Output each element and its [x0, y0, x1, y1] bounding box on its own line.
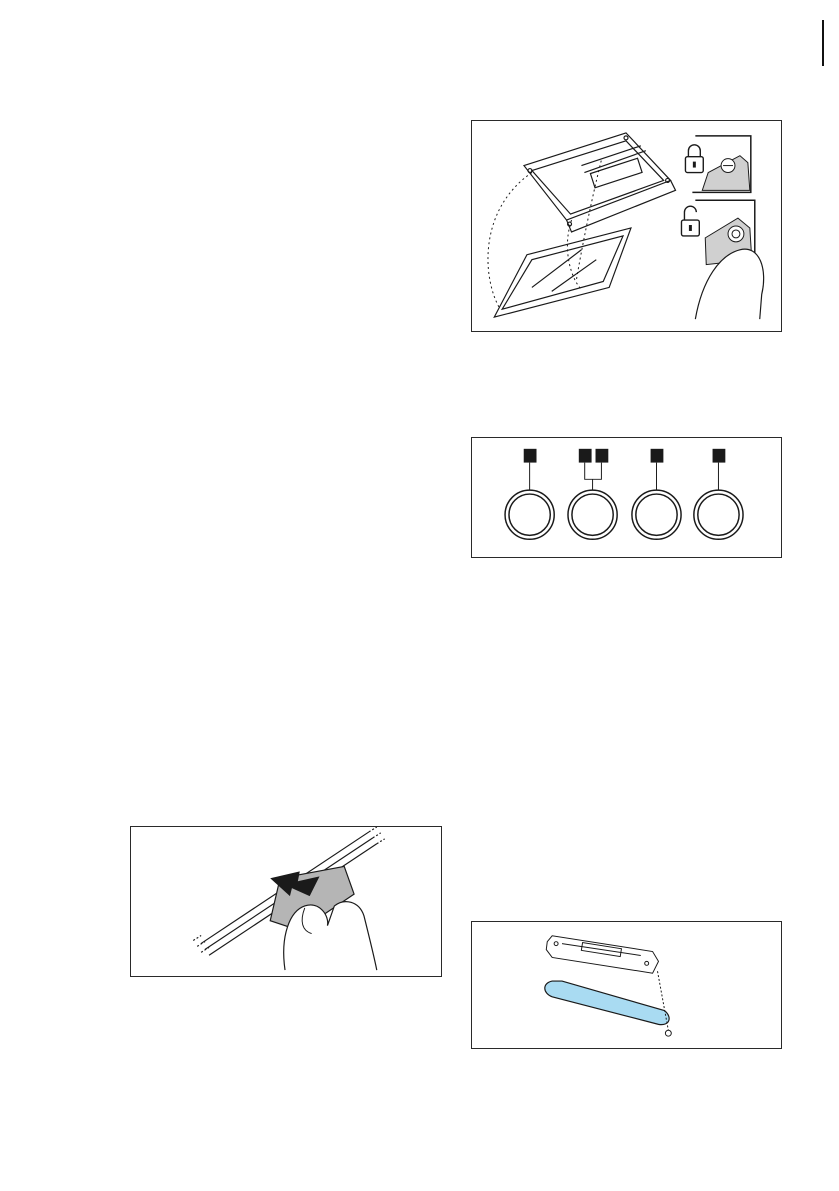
lock-closed-icon: [685, 145, 703, 173]
control-knob-1: [505, 449, 554, 539]
control-knob-3: [632, 449, 681, 539]
filter-cleaning-figure: [130, 826, 442, 977]
callout-marker: [579, 449, 592, 463]
lamp-cover-illustration: [472, 922, 781, 1048]
filter-panel: [494, 228, 631, 317]
grease-filter-figure: [471, 120, 782, 332]
control-knob-2: [568, 449, 617, 539]
callout-marker: [596, 449, 609, 463]
lamp-cover-figure: [471, 921, 782, 1049]
control-knob-4: [694, 449, 743, 539]
grease-filter-illustration: [472, 121, 781, 331]
lamp-housing: [546, 936, 658, 973]
callout-marker: [524, 449, 537, 463]
hood-frame: [524, 133, 676, 232]
filter-cleaning-illustration: [131, 827, 441, 976]
callout-marker: [713, 449, 726, 463]
control-panel-figure: [471, 437, 782, 558]
callout-marker: [651, 449, 664, 463]
screw-icon: [665, 1030, 671, 1036]
hand-icon: [284, 902, 377, 970]
lock-open-inset: [695, 200, 763, 319]
control-panel-illustration: [472, 438, 781, 557]
page-edge-mark: [822, 20, 824, 66]
lock-open-icon: [681, 206, 699, 236]
lamp-cover: [545, 981, 669, 1025]
